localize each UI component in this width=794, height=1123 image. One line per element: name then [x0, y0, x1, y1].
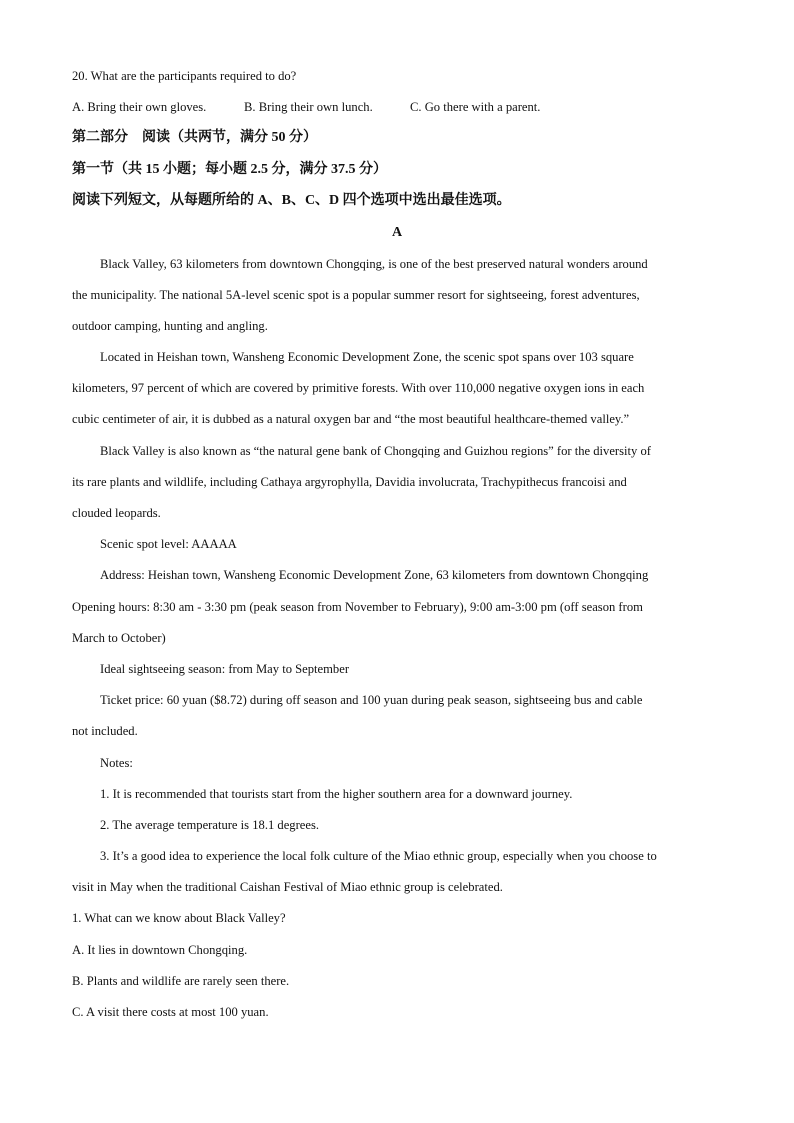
notes-label: Notes:: [100, 756, 133, 770]
paragraph-line: cubic centimeter of air, it is dubbed as a natural oxygen bar and “the most beautiful healthcare-themed valley.”: [72, 412, 630, 426]
note-item-cont: visit in May when the traditional Caishan Festival of Miao ethnic group is celebrated.: [72, 880, 503, 894]
q20-options: [72, 99, 540, 115]
opening-hours: Opening hours: 8:30 am - 3:30 pm (peak season from November to February), 9:00 am-3:00 pm (off season from: [72, 600, 643, 614]
note-item: 2. The average temperature is 18.1 degrees.: [100, 818, 320, 832]
paragraph-line: Black Valley is also known as “the natural gene bank of Chongqing and Guizhou regions” for the diversity of: [100, 444, 651, 458]
ticket-price-cont: not included.: [72, 724, 138, 738]
ticket-price: Ticket price: 60 yuan ($8.72) during off season and 100 yuan during peak season, sightseeing bus and cable: [100, 693, 643, 707]
q1-option-b: B. Plants and wildlife are rarely seen there.: [72, 974, 290, 988]
paragraph-line: clouded leopards.: [72, 506, 161, 520]
q20-option-b: B. Bring their own lunch.: [244, 100, 373, 114]
opening-hours-cont: March to October): [72, 631, 166, 645]
scenic-level: Scenic spot level: AAAAA: [100, 537, 237, 551]
instruction: 阅读下列短文，从每题所给的 A、B、C、D 四个选项中选出最佳选项。: [72, 193, 511, 208]
q1-option-c: C. A visit there costs at most 100 yuan.: [72, 1005, 269, 1019]
q20-stem: 20. What are the participants required to do?: [72, 69, 297, 83]
q20-option-a: A. Bring their own gloves.: [72, 100, 207, 114]
paragraph-line: Located in Heishan town, Wansheng Economic Development Zone, the scenic spot spans over 103 square: [100, 350, 634, 364]
paragraph-line: the municipality. The national 5A-level scenic spot is a popular summer resort for sightseeing, forest adventures,: [72, 288, 640, 302]
note-item: 3. It’s a good idea to experience the local folk culture of the Miao ethnic group, especially when you choose to: [100, 849, 657, 863]
q1-stem: 1. What can we know about Black Valley?: [72, 911, 286, 925]
paragraph-line: its rare plants and wildlife, including Cathaya argyrophylla, Davidia involucrata, Trachypithecus francoisi and: [72, 475, 627, 489]
q1-option-a: A. It lies in downtown Chongqing.: [72, 943, 248, 957]
section1-heading: 第一节（共 15 小题；每小题 2.5 分，满分 37.5 分）: [72, 162, 387, 177]
part2-heading: 第二部分 阅读（共两节，满分 50 分）: [72, 130, 317, 145]
sightseeing-season: Ideal sightseeing season: from May to September: [100, 662, 350, 676]
paragraph-line: kilometers, 97 percent of which are covered by primitive forests. With over 110,000 negative oxygen ions in each: [72, 381, 645, 395]
passage-label: A: [391, 225, 403, 240]
paragraph-line: Black Valley, 63 kilometers from downtown Chongqing, is one of the best preserved natural wonders around: [100, 257, 648, 271]
note-item: 1. It is recommended that tourists start from the higher southern area for a downward journey.: [100, 787, 573, 801]
address: Address: Heishan town, Wansheng Economic Development Zone, 63 kilometers from downtown Chongqing: [100, 568, 649, 582]
paragraph-line: outdoor camping, hunting and angling.: [72, 319, 268, 333]
q20-option-c: C. Go there with a parent.: [410, 100, 541, 114]
